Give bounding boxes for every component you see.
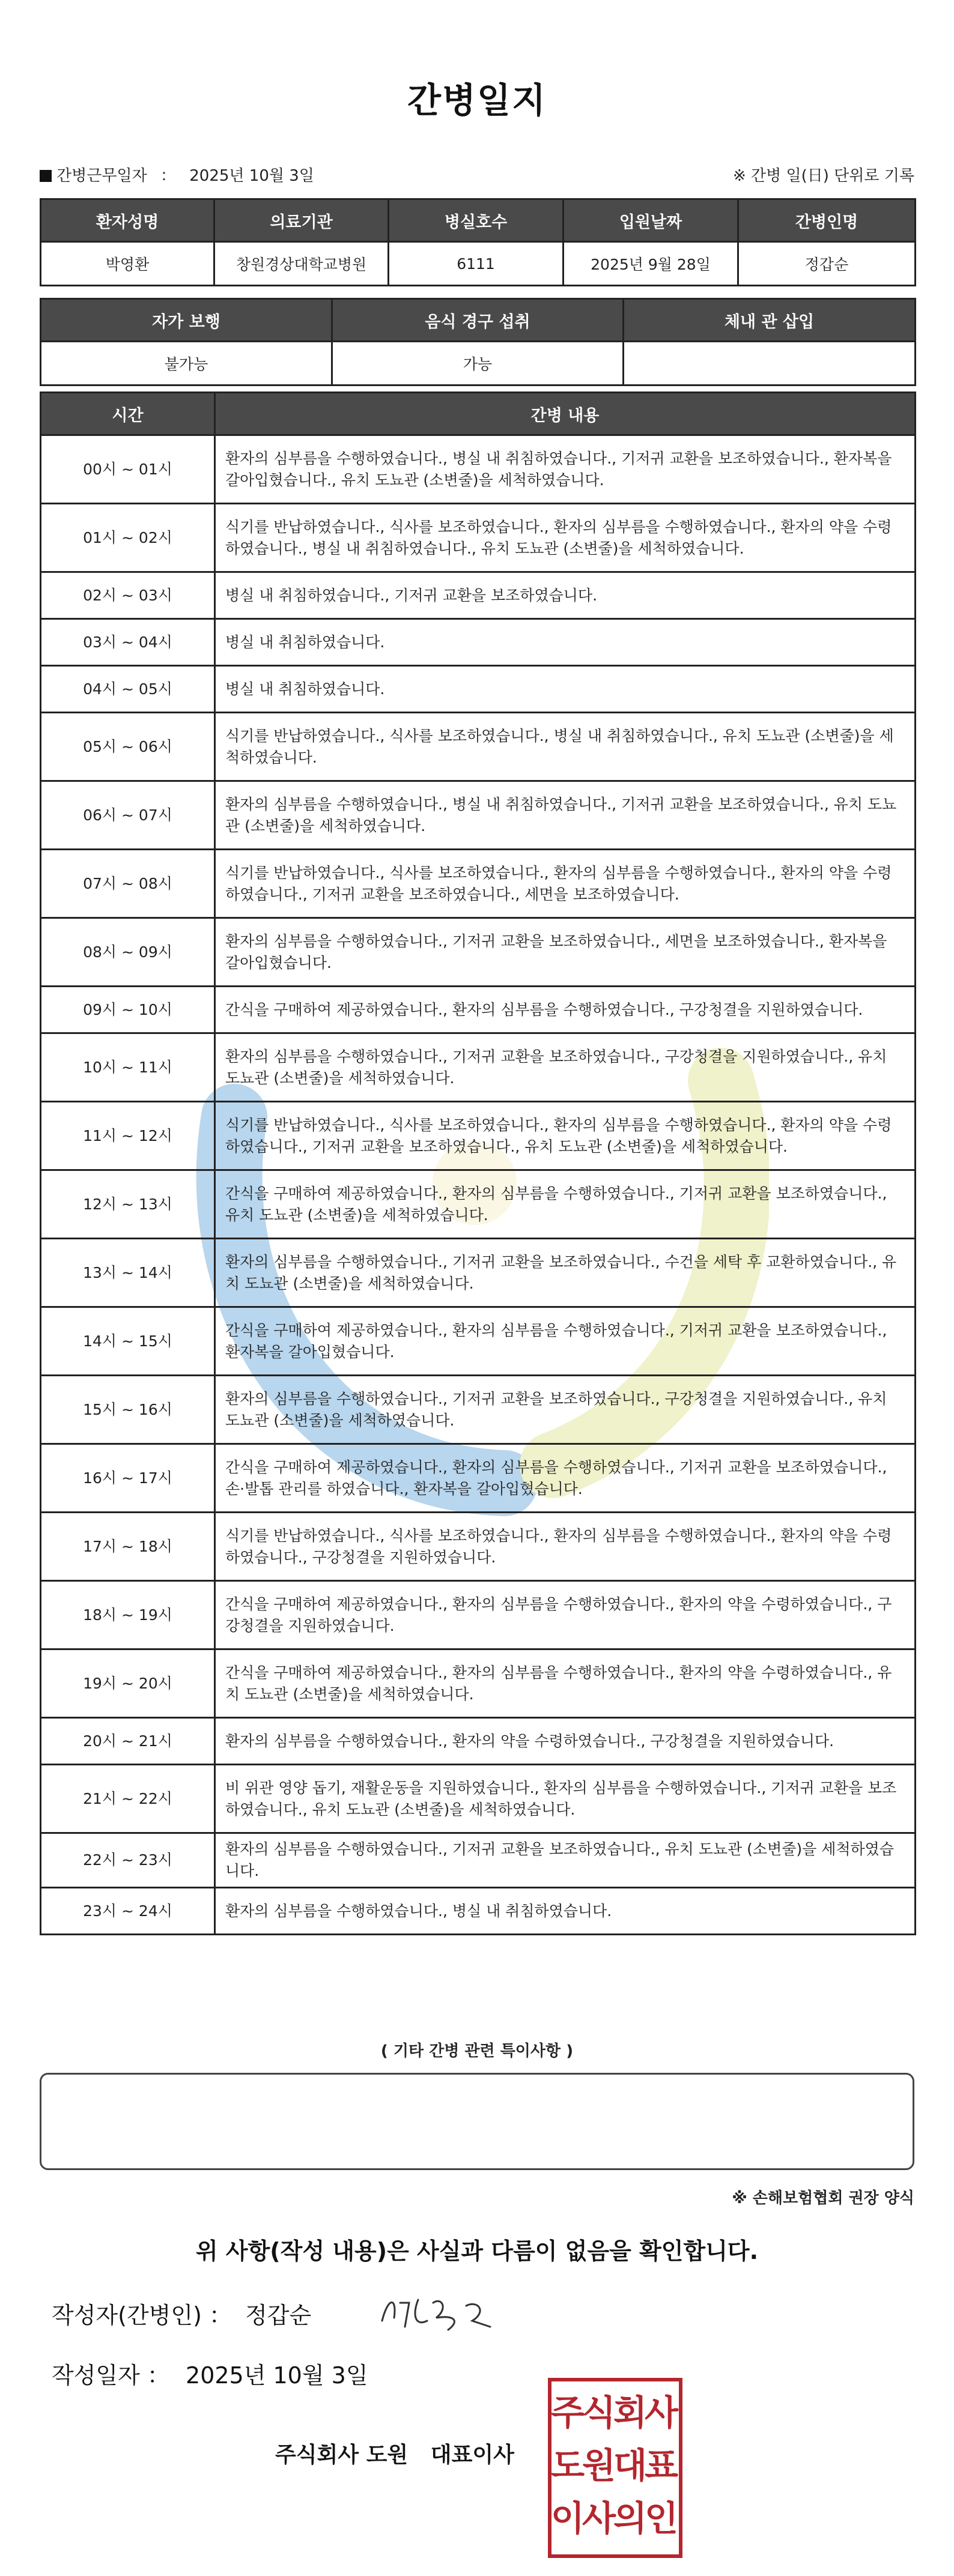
time-slot: 10시 ~ 11시 bbox=[41, 1033, 215, 1102]
care-content: 간식을 구매하여 제공하였습니다., 환자의 심부름을 수행하였습니다., 기저귀 교환을 보조하였습니다., 손·발톱 관리를 하였습니다., 환자복을 갈아입혔습니다. bbox=[215, 1444, 916, 1513]
table-row bbox=[41, 1513, 916, 1581]
company-representative: 주식회사 도원 대표이사 bbox=[275, 2443, 514, 2467]
care-content: 환자의 심부름을 수행하였습니다., 기저귀 교환을 보조하였습니다., 구강청결을 지원하였습니다., 유치 도뇨관 (소변줄)을 세척하였습니다. bbox=[215, 1376, 916, 1444]
seal-character: 의 bbox=[613, 2498, 648, 2539]
seal-character: 식 bbox=[582, 2392, 616, 2433]
care-content: 환자의 심부름을 수행하였습니다., 기저귀 교환을 보조하였습니다., 수건을 세탁 후 교환하였습니다., 유치 도뇨관 (소변줄)을 세척하였습니다. bbox=[215, 1239, 916, 1307]
table-row bbox=[41, 1833, 916, 1888]
write-date-label: 작성일자 ： bbox=[52, 2362, 170, 2389]
time-slot: 15시 ~ 16시 bbox=[41, 1376, 215, 1444]
care-content: 식기를 반납하였습니다., 식사를 보조하였습니다., 환자의 심부름을 수행하였습니다., 환자의 약을 수령하였습니다., 병실 내 취침하였습니다., 유치 도뇨관 (소변줄)을 세척하였습니다. bbox=[215, 504, 916, 572]
time-slot: 11시 ~ 12시 bbox=[41, 1102, 215, 1170]
work-date-separator: ： bbox=[160, 167, 176, 185]
company-seal bbox=[548, 2378, 682, 2558]
care-content: 환자의 심부름을 수행하였습니다., 환자의 약을 수령하였습니다., 구강청결을 지원하였습니다. bbox=[215, 1718, 916, 1765]
seal-character: 이 bbox=[551, 2498, 585, 2539]
work-date-value: 2025년 10월 3일 bbox=[189, 167, 314, 185]
table-row bbox=[41, 1718, 916, 1765]
table-row bbox=[41, 1765, 916, 1833]
table-row bbox=[41, 781, 916, 850]
notes-box bbox=[40, 2073, 914, 2170]
caregiver-name: 정갑순 bbox=[738, 242, 916, 286]
black-square-icon bbox=[40, 170, 52, 182]
table-row bbox=[41, 1170, 916, 1239]
table-row bbox=[41, 435, 916, 504]
time-slot: 12시 ~ 13시 bbox=[41, 1170, 215, 1239]
header-care-content: 간병 내용 bbox=[215, 393, 916, 435]
writer-label: 작성자(간병인) ： bbox=[52, 2302, 232, 2329]
care-content: 병실 내 취침하였습니다., 기저귀 교환을 보조하였습니다. bbox=[215, 572, 916, 619]
writer-name: 정갑순 bbox=[245, 2302, 312, 2329]
patient-ability-table bbox=[40, 298, 916, 386]
table-row bbox=[41, 1239, 916, 1307]
time-slot: 14시 ~ 15시 bbox=[41, 1307, 215, 1376]
time-slot: 22시 ~ 23시 bbox=[41, 1833, 215, 1888]
care-content: 환자의 심부름을 수행하였습니다., 기저귀 교환을 보조하였습니다., 세면을 보조하였습니다., 환자복을 갈아입혔습니다. bbox=[215, 918, 916, 987]
care-content: 식기를 반납하였습니다., 식사를 보조하였습니다., 환자의 심부름을 수행하였습니다., 환자의 약을 수령하였습니다., 기저귀 교환을 보조하였습니다., 세면을 보조하였습니다. bbox=[215, 850, 916, 918]
time-slot: 20시 ~ 21시 bbox=[41, 1718, 215, 1765]
table-row bbox=[41, 1444, 916, 1513]
care-content: 환자의 심부름을 수행하였습니다., 병실 내 취침하였습니다. bbox=[215, 1888, 916, 1935]
time-slot: 08시 ~ 09시 bbox=[41, 918, 215, 987]
time-slot: 19시 ~ 20시 bbox=[41, 1649, 215, 1718]
table-row bbox=[41, 1307, 916, 1376]
time-slot: 03시 ~ 04시 bbox=[41, 619, 215, 666]
time-slot: 01시 ~ 02시 bbox=[41, 504, 215, 572]
table-row bbox=[41, 1888, 916, 1935]
header-admission-date: 입원날짜 bbox=[564, 199, 738, 242]
meta-row bbox=[40, 163, 914, 187]
time-slot: 07시 ~ 08시 bbox=[41, 850, 215, 918]
seal-character: 회 bbox=[613, 2392, 648, 2433]
time-slot: 21시 ~ 22시 bbox=[41, 1765, 215, 1833]
time-slot: 13시 ~ 14시 bbox=[41, 1239, 215, 1307]
time-slot: 16시 ~ 17시 bbox=[41, 1444, 215, 1513]
document-title: 간병일지 bbox=[407, 80, 547, 121]
time-slot: 02시 ~ 03시 bbox=[41, 572, 215, 619]
patient-info-table bbox=[40, 198, 916, 286]
write-date-line bbox=[52, 2357, 368, 2390]
notes-label: ( 기타 간병 관련 특이사항 ) bbox=[380, 2042, 574, 2060]
table-row bbox=[41, 987, 916, 1033]
table-row bbox=[41, 1649, 916, 1718]
care-content: 환자의 심부름을 수행하였습니다., 기저귀 교환을 보조하였습니다., 유치 도뇨관 (소변줄)을 세척하였습니다. bbox=[215, 1833, 916, 1888]
seal-character: 표 bbox=[644, 2445, 679, 2486]
unit-note: ※ 간병 일(日) 단위로 기록 bbox=[732, 167, 914, 185]
time-slot: 17시 ~ 18시 bbox=[41, 1513, 215, 1581]
table-row bbox=[41, 666, 916, 713]
self-walking-value: 불가능 bbox=[41, 342, 332, 385]
table-row bbox=[41, 504, 916, 572]
seal-character: 주 bbox=[551, 2392, 585, 2433]
association-note: ※ 손해보험협회 권장 양식 bbox=[732, 2189, 914, 2207]
time-slot: 05시 ~ 06시 bbox=[41, 713, 215, 781]
care-content: 간식을 구매하여 제공하였습니다., 환자의 심부름을 수행하였습니다., 환자의 약을 수령하였습니다., 유치 도뇨관 (소변줄)을 세척하였습니다. bbox=[215, 1649, 916, 1718]
seal-character: 사 bbox=[644, 2392, 679, 2433]
care-content: 간식을 구매하여 제공하였습니다., 환자의 심부름을 수행하였습니다., 기저귀 교환을 보조하였습니다., 유치 도뇨관 (소변줄)을 세척하였습니다. bbox=[215, 1170, 916, 1239]
care-content: 간식을 구매하여 제공하였습니다., 환자의 심부름을 수행하였습니다., 구강청결을 지원하였습니다. bbox=[215, 987, 916, 1033]
time-slot: 04시 ~ 05시 bbox=[41, 666, 215, 713]
care-content: 환자의 심부름을 수행하였습니다., 병실 내 취침하였습니다., 기저귀 교환을 보조하였습니다., 환자복을 갈아입혔습니다., 유치 도뇨관 (소변줄)을 세척하였습니다. bbox=[215, 435, 916, 504]
header-hospital: 의료기관 bbox=[214, 199, 389, 242]
time-slot: 00시 ~ 01시 bbox=[41, 435, 215, 504]
care-log-table bbox=[40, 392, 916, 1935]
work-date-line bbox=[40, 163, 314, 186]
header-room-number: 병실호수 bbox=[389, 199, 564, 242]
care-content: 간식을 구매하여 제공하였습니다., 환자의 심부름을 수행하였습니다., 환자의 약을 수령하였습니다., 구강청결을 지원하였습니다. bbox=[215, 1581, 916, 1649]
table-row bbox=[41, 572, 916, 619]
write-date-value: 2025년 10월 3일 bbox=[186, 2362, 368, 2389]
seal-character: 사 bbox=[582, 2498, 616, 2539]
care-content: 환자의 심부름을 수행하였습니다., 기저귀 교환을 보조하였습니다., 구강청결을 지원하였습니다., 유치 도뇨관 (소변줄)을 세척하였습니다. bbox=[215, 1033, 916, 1102]
header-patient-name: 환자성명 bbox=[41, 199, 214, 242]
table-row bbox=[41, 713, 916, 781]
seal-character: 인 bbox=[644, 2498, 679, 2539]
care-content: 식기를 반납하였습니다., 식사를 보조하였습니다., 병실 내 취침하였습니다., 유치 도뇨관 (소변줄)을 세척하였습니다. bbox=[215, 713, 916, 781]
writer-line bbox=[52, 2297, 311, 2330]
table-row bbox=[41, 619, 916, 666]
time-slot: 23시 ~ 24시 bbox=[41, 1888, 215, 1935]
care-content: 비 위관 영양 돕기, 재활운동을 지원하였습니다., 환자의 심부름을 수행하였습니다., 기저귀 교환을 보조하였습니다., 유치 도뇨관 (소변줄)을 세척하였습니다. bbox=[215, 1765, 916, 1833]
care-content: 병실 내 취침하였습니다. bbox=[215, 666, 916, 713]
care-content: 병실 내 취침하였습니다. bbox=[215, 619, 916, 666]
oral-intake-value: 가능 bbox=[332, 342, 624, 385]
care-log-rows bbox=[41, 435, 916, 1935]
header-oral-intake: 음식 경구 섭취 bbox=[332, 299, 624, 342]
care-content: 식기를 반납하였습니다., 식사를 보조하였습니다., 환자의 심부름을 수행하였습니다., 환자의 약을 수령하였습니다., 기저귀 교환을 보조하였습니다., 유치 도뇨관 (소변줄)을 세척하였습니다. bbox=[215, 1102, 916, 1170]
hospital-name: 창원경상대학교병원 bbox=[214, 242, 389, 286]
work-date-label: 간병근무일자 bbox=[56, 167, 147, 185]
header-tube-insertion: 체내 관 삽입 bbox=[624, 299, 916, 342]
header-self-walking: 자가 보행 bbox=[41, 299, 332, 342]
tube-insertion-value bbox=[624, 342, 916, 385]
room-number: 6111 bbox=[389, 242, 564, 286]
table-row bbox=[41, 1376, 916, 1444]
seal-character: 도 bbox=[551, 2445, 585, 2486]
header-caregiver-name: 간병인명 bbox=[738, 199, 916, 242]
care-content: 간식을 구매하여 제공하였습니다., 환자의 심부름을 수행하였습니다., 기저귀 교환을 보조하였습니다., 환자복을 갈아입혔습니다. bbox=[215, 1307, 916, 1376]
table-row bbox=[41, 1033, 916, 1102]
time-slot: 18시 ~ 19시 bbox=[41, 1581, 215, 1649]
time-slot: 06시 ~ 07시 bbox=[41, 781, 215, 850]
table-row bbox=[41, 1102, 916, 1170]
header-time: 시간 bbox=[41, 393, 215, 435]
confirmation-statement: 위 사항(작성 내용)은 사실과 다름이 없음을 확인합니다. bbox=[195, 2238, 759, 2264]
patient-name: 박영환 bbox=[41, 242, 214, 286]
time-slot: 09시 ~ 10시 bbox=[41, 987, 215, 1033]
care-content: 환자의 심부름을 수행하였습니다., 병실 내 취침하였습니다., 기저귀 교환을 보조하였습니다., 유치 도뇨관 (소변줄)을 세척하였습니다. bbox=[215, 781, 916, 850]
table-row bbox=[41, 850, 916, 918]
admission-date: 2025년 9월 28일 bbox=[564, 242, 738, 286]
care-content: 식기를 반납하였습니다., 식사를 보조하였습니다., 환자의 심부름을 수행하였습니다., 환자의 약을 수령하였습니다., 구강청결을 지원하였습니다. bbox=[215, 1513, 916, 1581]
handwritten-signature bbox=[376, 2285, 496, 2339]
table-row bbox=[41, 1581, 916, 1649]
table-row bbox=[41, 918, 916, 987]
seal-character: 대 bbox=[613, 2445, 648, 2486]
seal-character: 원 bbox=[582, 2445, 616, 2486]
